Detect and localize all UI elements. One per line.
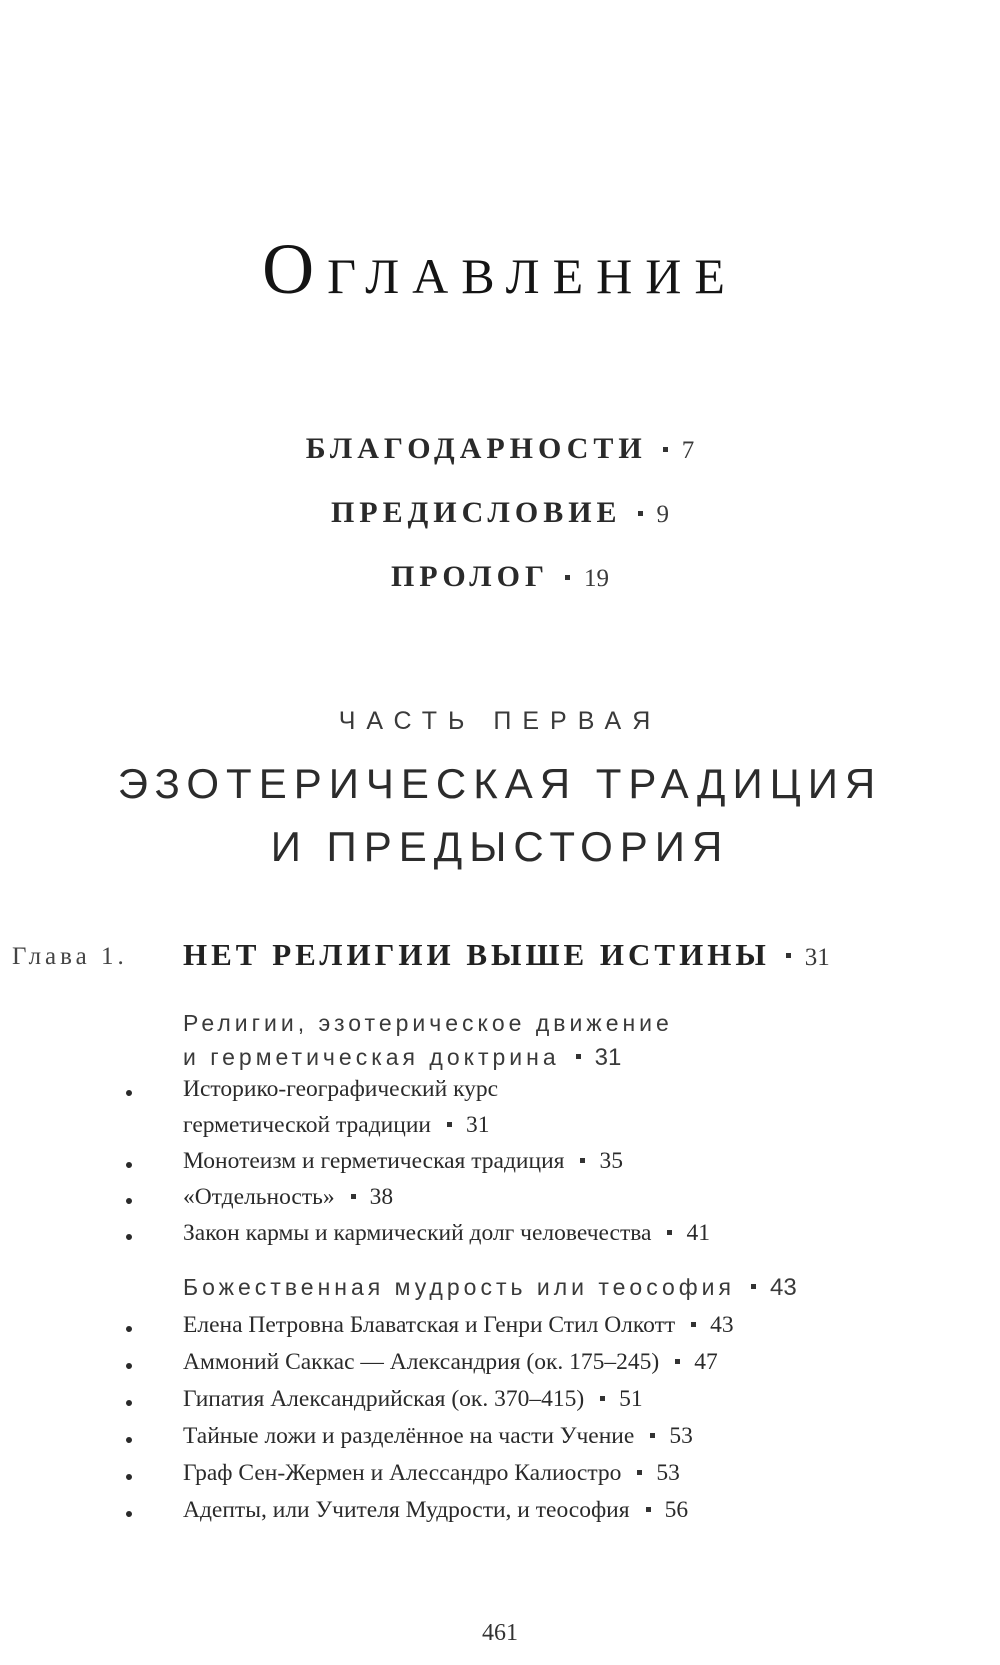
- bullet-icon: [126, 1198, 132, 1204]
- bullet-icon: [126, 1234, 132, 1240]
- separator-dot: [667, 1230, 672, 1235]
- bullet-icon: [126, 1326, 132, 1332]
- toc-item-text: Закон кармы и кармический долг человечества: [183, 1220, 652, 1246]
- toc-item[interactable]: [183, 1497, 688, 1524]
- toc-item-page: 47: [694, 1349, 718, 1375]
- section-title-line-2[interactable]: [183, 1044, 621, 1072]
- toc-item-page: 53: [656, 1460, 680, 1486]
- front-entry-page: 7: [681, 437, 695, 464]
- separator-dot: [691, 1322, 696, 1327]
- part-label: ЧАСТЬ ПЕРВАЯ: [338, 707, 662, 735]
- section-title-text: и герметическая доктрина: [183, 1044, 560, 1070]
- separator-dot: [786, 953, 791, 958]
- toc-item[interactable]: [183, 1148, 623, 1175]
- separator-dot: [650, 1433, 655, 1438]
- toc-item-text: Монотеизм и герметическая традиция: [183, 1148, 565, 1174]
- toc-item-page: 38: [369, 1184, 394, 1210]
- front-entry-prologue[interactable]: [0, 560, 1000, 594]
- section-title[interactable]: [183, 1274, 797, 1302]
- front-entry-preface[interactable]: [0, 496, 1000, 530]
- toc-item-text: «Отдельность»: [183, 1184, 335, 1210]
- separator-dot: [646, 1507, 651, 1512]
- toc-item-text: Елена Петровна Блаватская и Генри Стил Олкотт: [183, 1312, 676, 1338]
- front-entry-label: БЛАГОДАРНОСТИ: [305, 432, 647, 465]
- front-entry-page: 9: [656, 501, 670, 528]
- toc-item[interactable]: [183, 1184, 393, 1211]
- chapter-title[interactable]: [183, 937, 830, 973]
- separator-dot: [663, 447, 668, 452]
- part-title-line-2: И ПРЕДЫСТОРИЯ: [270, 823, 730, 870]
- separator-dot: [580, 1158, 585, 1163]
- toc-item-page: 41: [686, 1220, 710, 1246]
- front-entry-acknowledgements[interactable]: [0, 432, 1000, 466]
- separator-dot: [600, 1396, 605, 1401]
- toc-item-page: 51: [619, 1386, 643, 1412]
- separator-dot: [576, 1054, 581, 1059]
- separator-dot: [751, 1284, 756, 1289]
- section-page: 43: [770, 1274, 797, 1301]
- bullet-icon: [126, 1437, 132, 1443]
- chapter-page: 31: [804, 944, 830, 971]
- toc-item[interactable]: [183, 1423, 693, 1450]
- toc-item-text: герметической традиции: [183, 1112, 431, 1138]
- separator-dot: [637, 1470, 642, 1475]
- front-entry-page: 19: [584, 565, 610, 592]
- toc-item-text: Граф Сен-Жермен и Алессандро Калиостро: [183, 1460, 622, 1486]
- toc-item-page: 56: [664, 1497, 689, 1523]
- toc-item[interactable]: [183, 1460, 680, 1487]
- toc-item-text: Гипатия Александрийская (ок. 370–415): [183, 1386, 585, 1412]
- toc-item-page: 35: [599, 1148, 623, 1174]
- separator-dot: [675, 1359, 680, 1364]
- section-title-text: Божественная мудрость или теософия: [183, 1274, 735, 1300]
- section-page: 31: [594, 1044, 622, 1071]
- bullet-icon: [126, 1474, 132, 1480]
- toc-item-line-1[interactable]: Историко-географический курс: [183, 1076, 499, 1102]
- toc-item-text: Тайные ложи и разделённое на части Учение: [183, 1423, 635, 1449]
- separator-dot: [638, 511, 643, 516]
- toc-item-text: Адепты, или Учителя Мудрости, и теософия: [183, 1497, 630, 1523]
- front-entry-label: ПРОЛОГ: [390, 560, 550, 593]
- bullet-icon: [126, 1090, 132, 1096]
- toc-item[interactable]: [183, 1386, 643, 1413]
- separator-dot: [447, 1122, 452, 1127]
- section-title-line-1[interactable]: Религии, эзотерическое движение: [183, 1010, 673, 1036]
- toc-item[interactable]: [183, 1312, 734, 1339]
- chapter-label: Глава 1.: [12, 943, 128, 970]
- page-number: 461: [482, 1620, 518, 1646]
- toc-item-page: 31: [466, 1112, 490, 1138]
- chapter-title-text: НЕТ РЕЛИГИИ ВЫШЕ ИСТИНЫ: [183, 937, 770, 972]
- toc-title: Оглавление: [262, 229, 738, 309]
- separator-dot: [351, 1194, 356, 1199]
- toc-item-page: 53: [669, 1423, 693, 1449]
- toc-item[interactable]: [183, 1349, 718, 1376]
- separator-dot: [565, 575, 570, 580]
- toc-item-page: 43: [710, 1312, 734, 1338]
- toc-item-line-2[interactable]: [183, 1112, 490, 1139]
- bullet-icon: [126, 1511, 132, 1517]
- bullet-icon: [126, 1400, 132, 1406]
- front-entry-label: ПРЕДИСЛОВИЕ: [330, 496, 622, 529]
- bullet-icon: [126, 1162, 132, 1168]
- part-title-line-1: ЭЗОТЕРИЧЕСКАЯ ТРАДИЦИЯ: [117, 760, 883, 807]
- toc-item[interactable]: [183, 1220, 710, 1247]
- toc-item-text: Аммоний Саккас — Александрия (ок. 175–245): [183, 1349, 660, 1375]
- bullet-icon: [126, 1363, 132, 1369]
